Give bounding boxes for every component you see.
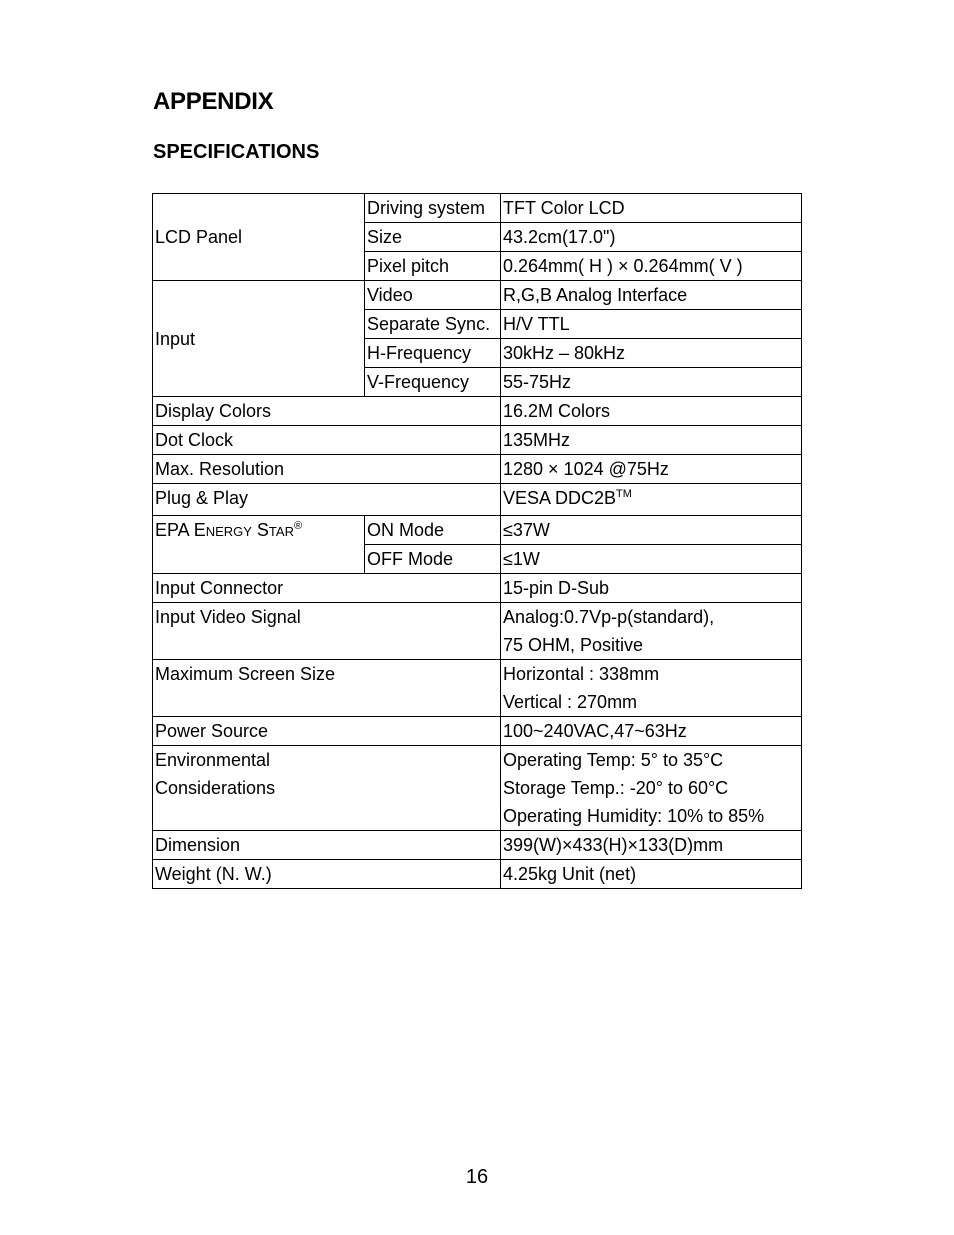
specifications-table <box>152 193 802 889</box>
spec-value <box>501 603 802 660</box>
table-row <box>153 660 802 717</box>
table-row <box>153 717 802 746</box>
spec-sub-label: V-Frequency <box>365 368 501 397</box>
value-line: Operating Humidity: 10% to 85% <box>503 806 765 826</box>
value-line: Analog:0.7Vp-p(standard), <box>503 607 715 627</box>
spec-value: 399(W)×433(H)×133(D)mm <box>501 831 802 860</box>
table-row <box>153 831 802 860</box>
spec-value: 135MHz <box>501 426 802 455</box>
table-row <box>153 194 802 223</box>
value-line: Storage Temp.: -20° to 60°C <box>503 778 729 798</box>
plug-play-value: VESA DDC2B <box>503 488 617 508</box>
spec-label: Maximum Screen Size <box>153 660 501 717</box>
spec-label: Weight (N. W.) <box>153 860 501 889</box>
spec-value <box>501 660 802 717</box>
registered-mark: ® <box>293 520 303 532</box>
spec-label: Dot Clock <box>153 426 501 455</box>
spec-sub-label: H-Frequency <box>365 339 501 368</box>
spec-sub-label: Driving system <box>365 194 501 223</box>
page-heading: APPENDIX <box>153 88 274 115</box>
spec-sub-label: Pixel pitch <box>365 252 501 281</box>
spec-value: ≤1W <box>501 545 802 574</box>
spec-value: 1280 × 1024 @75Hz <box>501 455 802 484</box>
table-row <box>153 484 802 516</box>
spec-label: Max. Resolution <box>153 455 501 484</box>
table-row <box>153 455 802 484</box>
spec-sub-label: OFF Mode <box>365 545 501 574</box>
spec-sub-label: Separate Sync. <box>365 310 501 339</box>
spec-value: R,G,B Analog Interface <box>501 281 802 310</box>
spec-label: Input Connector <box>153 574 501 603</box>
section-heading: SPECIFICATIONS <box>153 141 320 163</box>
spec-value: 16.2M Colors <box>501 397 802 426</box>
input-label: Input <box>153 281 365 397</box>
spec-label: Display Colors <box>153 397 501 426</box>
value-line: 75 OHM, Positive <box>503 635 644 655</box>
spec-value <box>501 484 802 516</box>
spec-value: 43.2cm(17.0") <box>501 223 802 252</box>
spec-value: 55-75Hz <box>501 368 802 397</box>
value-line: Vertical : 270mm <box>503 692 638 712</box>
lcd-panel-label: LCD Panel <box>153 194 365 281</box>
table-row <box>153 860 802 889</box>
value-line: Operating Temp: 5° to 35°C <box>503 750 724 770</box>
spec-value: ≤37W <box>501 516 802 545</box>
spec-value: TFT Color LCD <box>501 194 802 223</box>
spec-sub-label: ON Mode <box>365 516 501 545</box>
spec-sub-label: Video <box>365 281 501 310</box>
label-line: Considerations <box>155 778 276 798</box>
label-line: Environmental <box>155 750 271 770</box>
table-row <box>153 426 802 455</box>
spec-label: Input Video Signal <box>153 603 501 660</box>
table-row <box>153 397 802 426</box>
energy-star-text: EPA Energy Star <box>155 520 294 540</box>
spec-value: 4.25kg Unit (net) <box>501 860 802 889</box>
spec-value: 15-pin D-Sub <box>501 574 802 603</box>
value-line: Horizontal : 338mm <box>503 664 660 684</box>
spec-label: Power Source <box>153 717 501 746</box>
spec-sub-label: Size <box>365 223 501 252</box>
spec-label: Plug & Play <box>153 484 501 516</box>
trademark-mark: TM <box>616 488 632 500</box>
spec-value: 0.264mm( H ) × 0.264mm( V ) <box>501 252 802 281</box>
spec-value <box>501 746 802 831</box>
table-row <box>153 603 802 660</box>
page-number: 16 <box>465 1166 489 1188</box>
spec-label: Dimension <box>153 831 501 860</box>
spec-value: 30kHz – 80kHz <box>501 339 802 368</box>
table-row <box>153 574 802 603</box>
spec-value: 100~240VAC,47~63Hz <box>501 717 802 746</box>
spec-value: H/V TTL <box>501 310 802 339</box>
table-row <box>153 281 802 310</box>
spec-label <box>153 746 501 831</box>
table-row <box>153 516 802 545</box>
energy-star-label <box>153 516 365 574</box>
table-row <box>153 746 802 831</box>
